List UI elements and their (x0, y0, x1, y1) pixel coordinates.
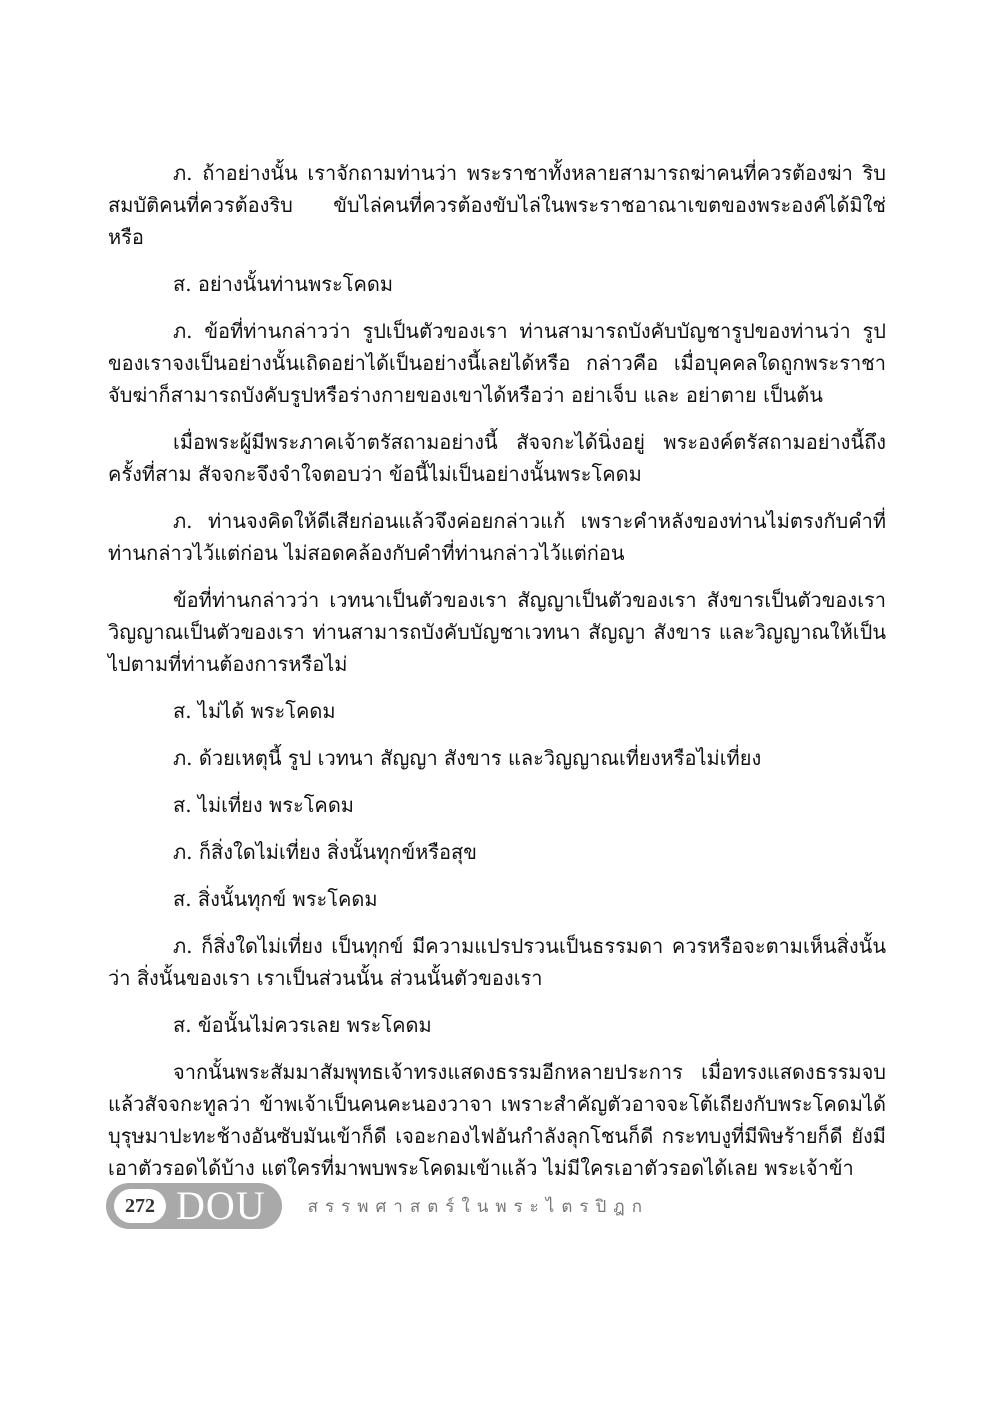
paragraph-9: ส. ไม่เที่ยง พระโคดม (173, 793, 354, 817)
paragraph-12: ภ. ก็สิ่งใดไม่เที่ยง เป็นทุกข์ มีความแปรปรวนเป็นธรรมดา ควรหรือจะตามเห็นสิ่งนั้นว่า สิ่งนั้นของเรา เราเป็นส่วนนั้น ส่วนนั้นตัวของเรา (108, 934, 886, 990)
paragraph-13: ส. ข้อนั้นไม่ควรเลย พระโคดม (173, 1013, 432, 1037)
book-title: สรรพศาสตร์ในพระไตรปิฎก (307, 1196, 650, 1217)
paragraph-6: ข้อที่ท่านกล่าวว่า เวทนาเป็นตัวของเรา สัญญาเป็นตัวของเรา สังขารเป็นตัวของเรา วิญญาณเป็นตัวของเรา ท่านสามารถบังคับบัญชาเวทนา สัญญา สังขาร และวิญญาณให้เป็นไปตามที่ท่านต้องการหรือไม่ (108, 588, 886, 676)
paragraph-11: ส. สิ่งนั้นทุกข์ พระโคดม (173, 887, 378, 911)
paragraph-2: ส. อย่างนั้นท่านพระโคดม (173, 272, 394, 296)
paragraph-14: จากนั้นพระสัมมาสัมพุทธเจ้าทรงแสดงธรรมอีกหลายประการ เมื่อทรงแสดงธรรมจบแล้วสัจจกะทูลว่า ข้าพเจ้าเป็นคนคะนองวาจา เพราะสำคัญตัวอาจจะโต้เถียงกับพระโคดมได้ บุรุษมาปะทะช้างอันซับมันเข้าก็ดี เจอะกองไฟอันกำลังลุกโชนก็ดี กระทบงูที่มีพิษร้ายก็ดี ยังมีเอาตัวรอดได้บ้าง แต่ใครที่มาพบพระโคดมเข้าแล้ว ไม่มีใครเอาตัวรอดได้เลย พระเจ้าข้า (108, 1060, 886, 1180)
paragraph-3: ภ. ข้อที่ท่านกล่าวว่า รูปเป็นตัวของเรา ท่านสามารถบังคับบัญชารูปของท่านว่า รูปของเราจงเป็นอย่างนั้นเถิดอย่าได้เป็นอย่างนี้เลยได้หรือ กล่าวคือ เมื่อบุคคลใดถูกพระราชาจับฆ่าก็สามารถบังคับรูปหรือร่างกายของเขาได้หรือว่า อย่าเจ็บ และ อย่าตาย เป็นต้น (108, 319, 886, 407)
paragraph-7: ส. ไม่ได้ พระโคดม (173, 699, 336, 723)
paragraph-4: เมื่อพระผู้มีพระภาคเจ้าตรัสถามอย่างนี้ สัจจกะได้นิ่งอยู่ พระองค์ตรัสถามอย่างนี้ถึงครั้งที่สาม สัจจกะจึงจำใจตอบว่า ข้อนี้ไม่เป็นอย่างนั้นพระโคดม (108, 430, 886, 486)
paragraph-5: ภ. ท่านจงคิดให้ดีเสียก่อนแล้วจึงค่อยกล่าวแก้ เพราะคำหลังของท่านไม่ตรงกับคำที่ท่านกล่าวไว้แต่ก่อน ไม่สอดคล้องกับคำที่ท่านกล่าวไว้แต่ก่อน (108, 509, 886, 565)
page-body (108, 157, 886, 1199)
page-number: 272 (114, 1189, 166, 1223)
paragraph-10: ภ. ก็สิ่งใดไม่เที่ยง สิ่งนั้นทุกข์หรือสุข (173, 840, 477, 864)
dou-logo: DOU (176, 1183, 266, 1228)
page-footer (106, 1182, 649, 1230)
footer-badge (106, 1183, 282, 1229)
paragraph-8: ภ. ด้วยเหตุนี้ รูป เวทนา สัญญา สังขาร และวิญญาณเที่ยงหรือไม่เที่ยง (173, 746, 762, 770)
paragraph-1: ภ. ถ้าอย่างนั้น เราจักถามท่านว่า พระราชาทั้งหลายสามารถฆ่าคนที่ควรต้องฆ่า ริบสมบัติคนที่ควรต้องริบ ขับไล่คนที่ควรต้องขับไล่ในพระราชอาณาเขตของพระองค์ได้มิใช่หรือ (108, 161, 886, 249)
